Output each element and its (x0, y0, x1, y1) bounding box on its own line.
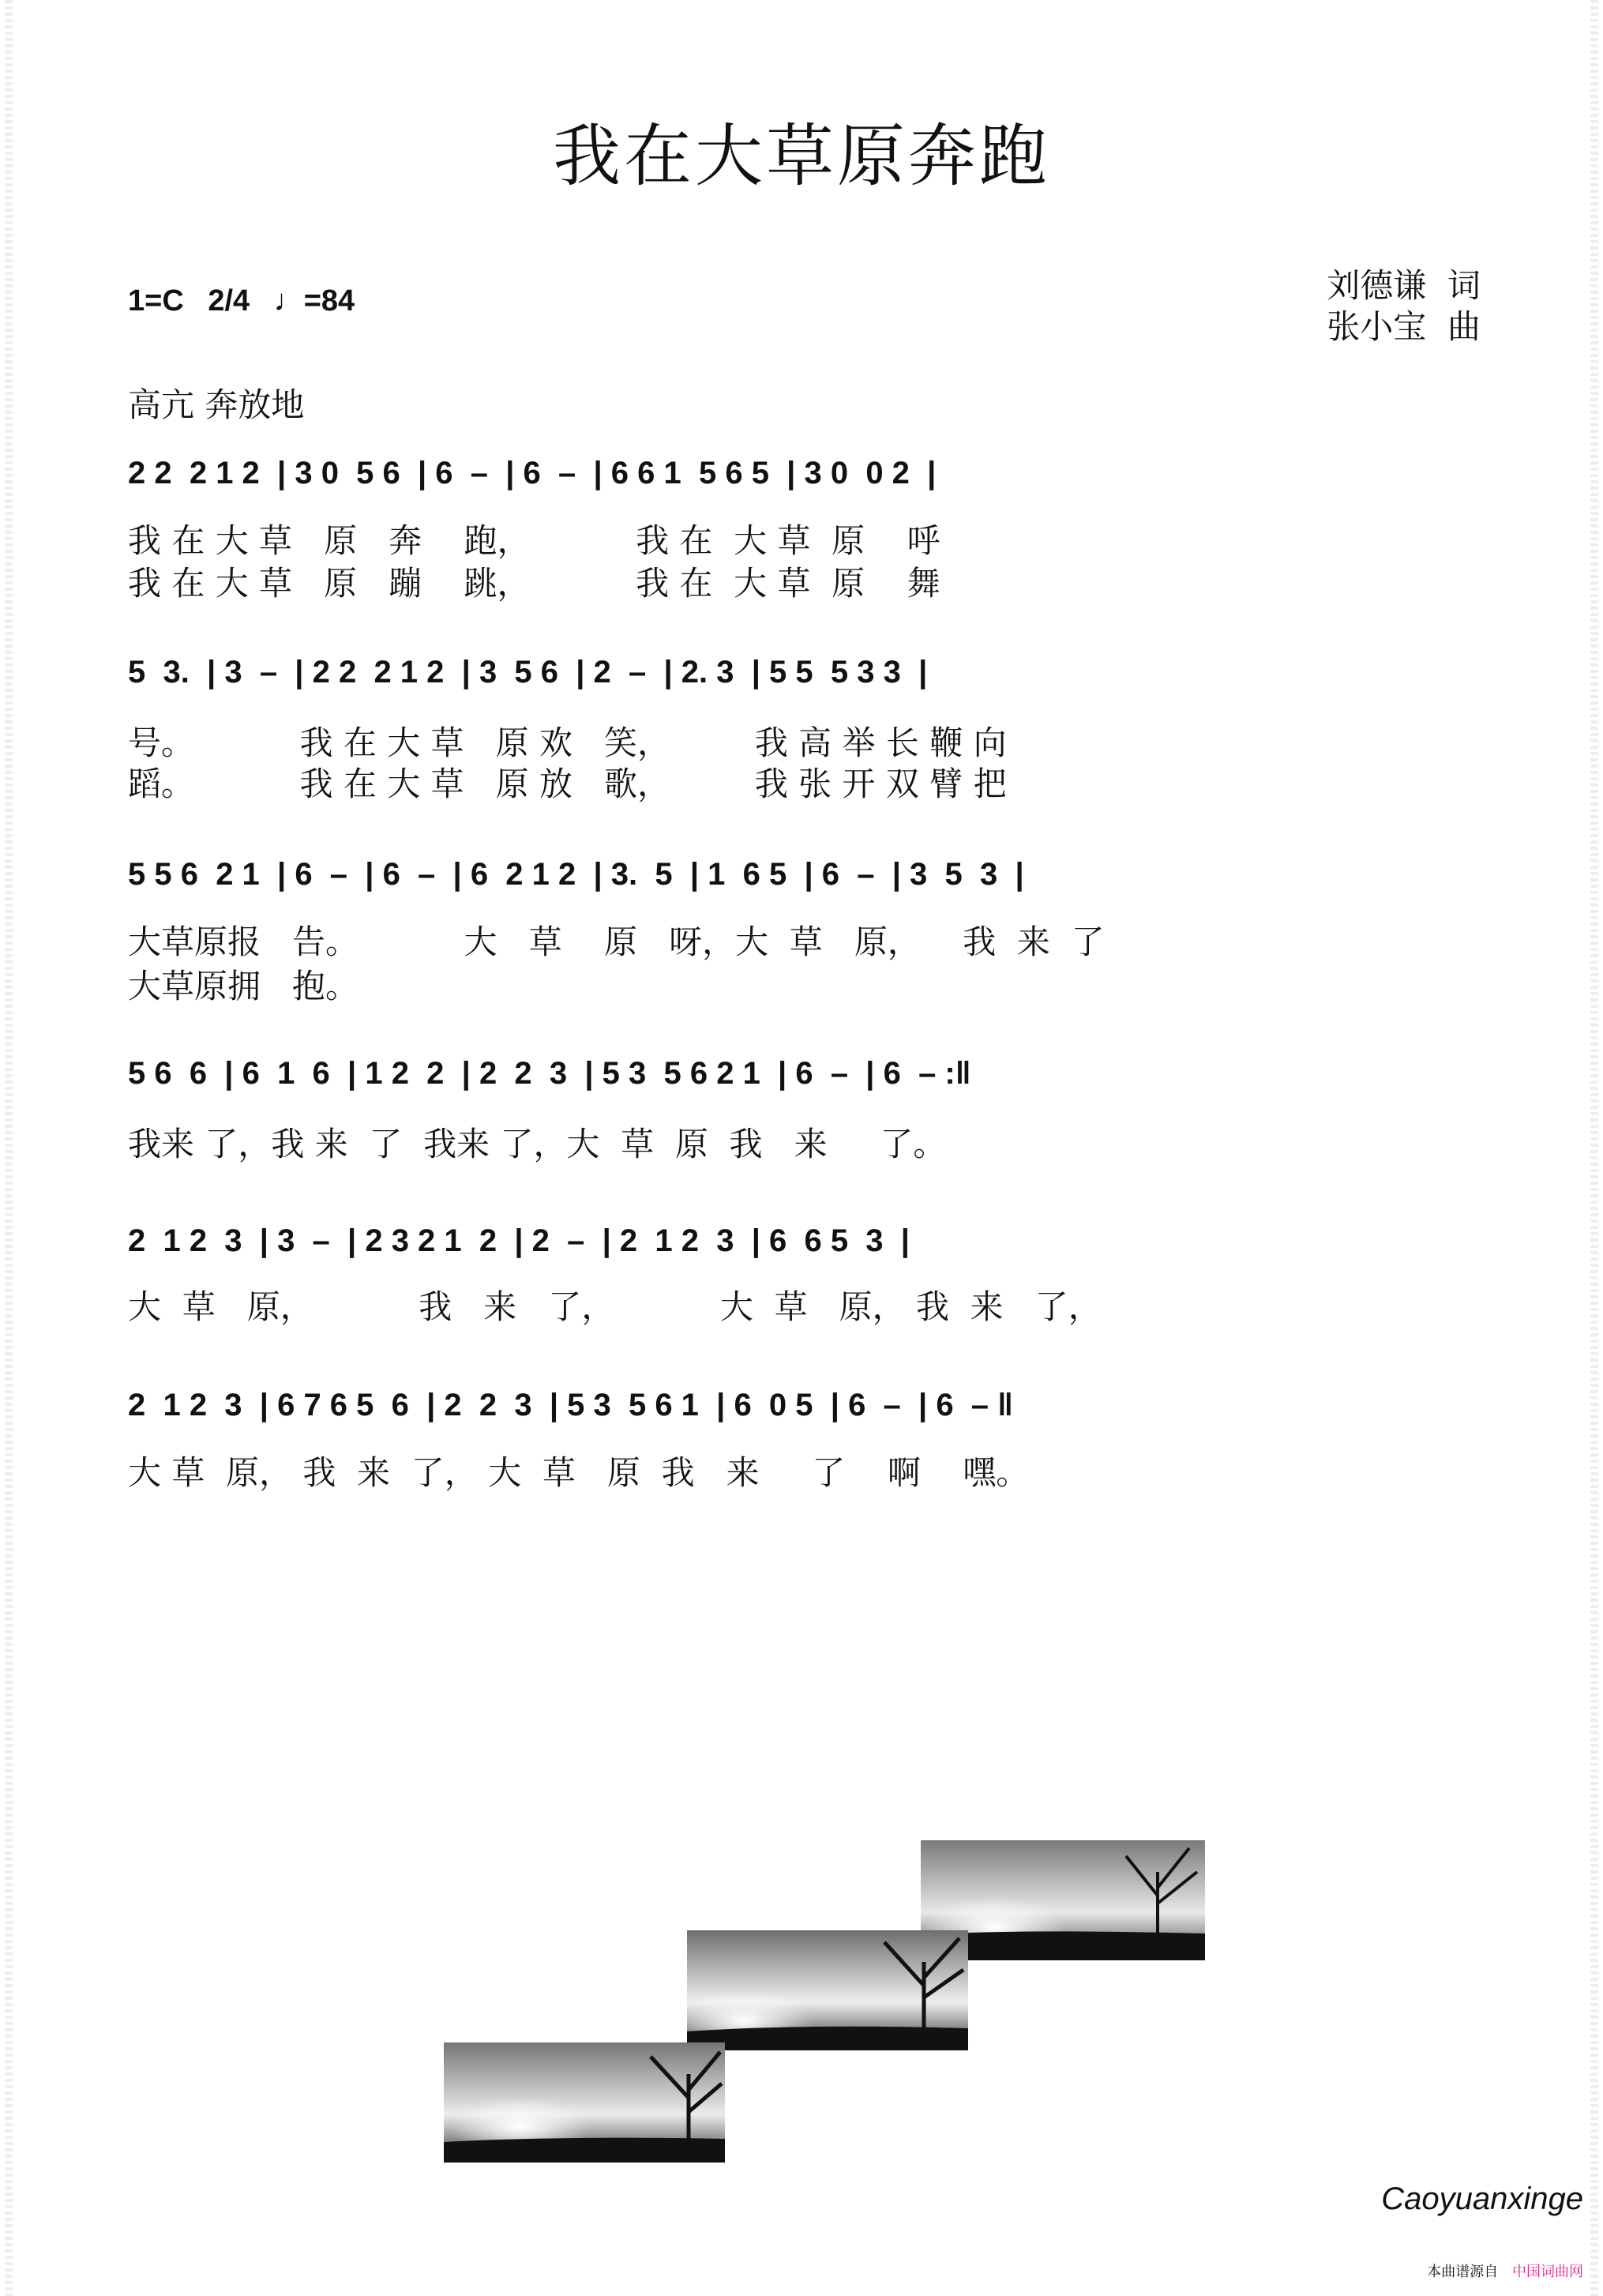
notes-row-2 (128, 641, 1478, 700)
lyricist-credit: 刘德谦 词 (1327, 266, 1481, 305)
notes-row-6 (128, 1374, 1478, 1433)
notes-row-1 (128, 442, 1478, 501)
lyric-line-3a: 大草原报 告。 大 草 原 呀，大 草 原， 我 来 了 (128, 923, 1105, 961)
lyric-line-2a: 号。 我 在 大 草 原 欢 笑， 我 高 举 长 鞭 向 (128, 723, 1007, 762)
credits (1327, 265, 1481, 348)
notes-row-3 (128, 844, 1478, 902)
notes-text: 5 3. | 3 – | 2 2 2 1 2 | 3 5 6 | 2 – | 2. 3 | 5 5 5 3 3 | (128, 655, 928, 690)
source-credit (1427, 2260, 1583, 2281)
notes-text: 2 1 2 3 | 3 – | 2 3 2 1 2 | 2 – | 2 1 2 3 | 6 6 5 3 | (128, 1223, 910, 1258)
lyric-line-6: 大 草 原， 我 来 了， 大 草 原 我 来 了 啊 嘿。 (128, 1453, 1030, 1492)
notes-row-4 (128, 1043, 1478, 1101)
left-edge-watermark (5, 0, 13, 2296)
notes-text: 2 1 2 3 | 6 7 6 5 6 | 2 2 3 | 5 3 5 6 1 | 6 0 5 | 6 – | 6 – ‖ (128, 1388, 1014, 1422)
notes-text: 5 6 6 | 6 1 6 | 1 2 2 | 2 2 3 | 5 3 5 6 2 1 | 6 – | 6 – :‖ (128, 1056, 971, 1091)
sunset-photo-bottom (444, 2042, 725, 2163)
time-signature: 2/4 (208, 284, 250, 318)
tempo: ♩=84 (273, 284, 355, 318)
style-marking: 高亢 奔放地 (128, 385, 305, 424)
right-edge-watermark (1590, 0, 1598, 2296)
lyric-line-5: 大 草 原， 我 来 了， 大 草 原， 我 来 了， (128, 1287, 1102, 1326)
notes-text: 5 5 6 2 1 | 6 – | 6 – | 6 2 1 2 | 3. 5 | 1 6 5 | 6 – | 3 5 3 | (128, 857, 1024, 892)
song-title: 我在大草原奔跑 (553, 117, 1050, 196)
notes-text: 2 2 2 1 2 | 3 0 5 6 | 6 – | 6 – | 6 6 1 5 6 5 | 3 0 0 2 | (128, 456, 937, 490)
notes-row-5 (128, 1210, 1478, 1268)
source-site: 中国词曲网 (1512, 2264, 1583, 2280)
lyric-line-4: 我来 了，我 来 了 我来 了，大 草 原 我 来 了。 (128, 1125, 947, 1163)
composer-credit: 张小宝 曲 (1327, 307, 1481, 346)
lyric-line-3b: 大草原拥 抱。 (128, 967, 359, 1005)
key-tempo-line (128, 284, 355, 318)
sunset-photo-middle (687, 1930, 968, 2050)
lyric-line-1a: 我 在 大 草 原 奔 跑， 我 在 大 草 原 呼 (128, 521, 940, 560)
source-label: 本曲谱源自 (1427, 2264, 1499, 2280)
key: 1=C (128, 284, 184, 318)
lyric-line-1b: 我 在 大 草 原 蹦 跳， 我 在 大 草 原 舞 (128, 564, 940, 603)
author-signature: Caoyuanxinge (1381, 2181, 1583, 2216)
lyric-line-2b: 蹈。 我 在 大 草 原 放 歌， 我 张 开 双 臂 把 (128, 765, 1007, 803)
